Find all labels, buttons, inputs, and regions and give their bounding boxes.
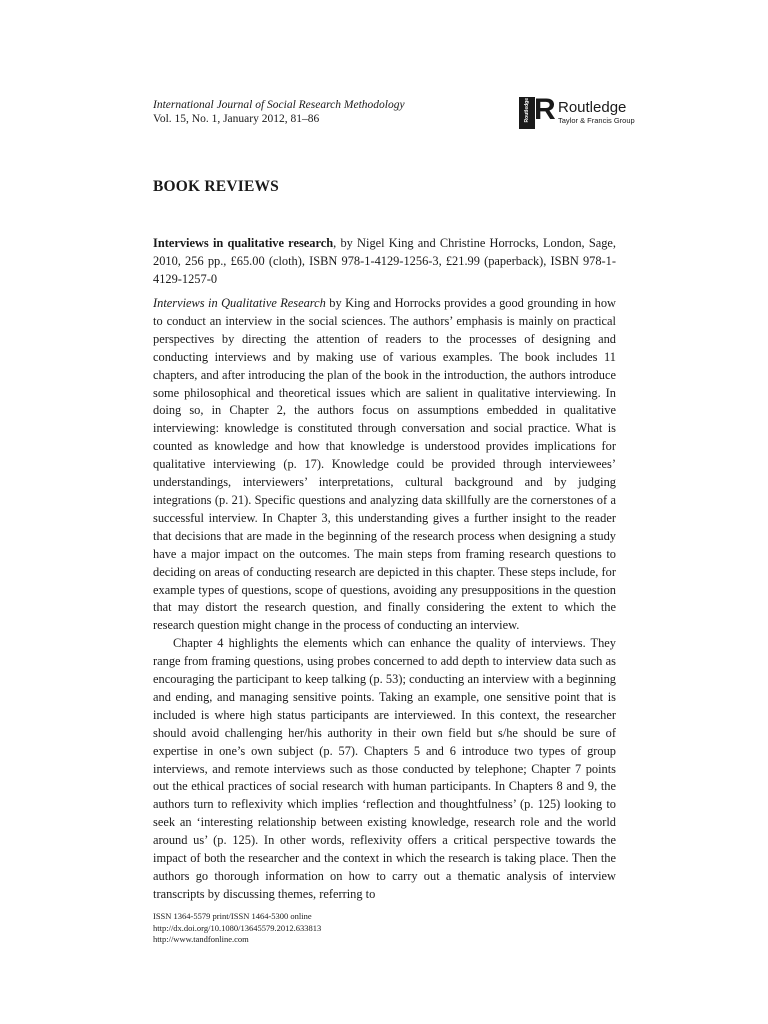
review-citation [153, 235, 616, 289]
logo-r-mark: R [534, 93, 556, 126]
citation-details: , by Nigel King and Christine Horrocks, London, Sage, 2010, 256 pp., £65.00 (cloth), ISBN 978-1-4129-1256-3, £21.99 (paperback), ISBN 978-1-4129-1257-0 [153, 236, 617, 286]
journal-header [153, 98, 483, 126]
paragraph-1 [153, 295, 616, 635]
page-footer [153, 911, 453, 946]
review-body [153, 295, 616, 904]
journal-volume: Vol. 15, No. 1, January 2012, 81–86 [153, 113, 320, 125]
footer-issn: ISSN 1364-5579 print/ISSN 1464-5300 online [153, 911, 312, 921]
logo-spine-text: Routledge [524, 98, 530, 123]
journal-name: International Journal of Social Research Methodology [153, 99, 405, 111]
footer-url[interactable]: http://www.tandfonline.com [153, 934, 249, 944]
paragraph-1-text: by King and Horrocks provides a good grounding in how to conduct an interview in the social sciences. The authors’ emphasis is mainly on practical perspectives by directing the attention of readers to the processes of designing and conducting interviews and by making use of various examples. The book includes 11 chapters, and after introducing the plan of the book in the introduction, the authors introduce some philosophical and theoretical issues which are salient in qualitative interviewing. In doing so, in Chapter 2, the authors focus on assumptions embedded in qualitative interviewing: knowledge is constituted through conversation and social practice. What is counted as knowledge and how that knowledge is understood provides implications for qualitative interviewing (p. 17). Knowledge could be provided through interviewees’ understandings, interviewers’ interpretations, cultural background and by judging integrations (p. 21). Specific questions and analyzing data skillfully are the cornerstones of a successful interview. In Chapter 3, this understanding gives a further insight to the reader that decisions that are made in the beginning of the research process when designing a study have a major impact on the outcomes. The main steps from framing research questions to deciding on areas of conducting research are depicted in this chapter. These steps include, for example types of questions, scope of questions, avoiding any presuppositions in the question that may distort the research question, and finally considering the extent to which the research question might change in the process of conducting an interview. [153, 296, 616, 633]
routledge-logo [519, 93, 635, 129]
book-title: Interviews in qualitative research [153, 236, 334, 250]
logo-spine-mark [519, 97, 535, 129]
section-title: BOOK REVIEWS [153, 178, 279, 195]
footer-doi[interactable]: http://dx.doi.org/10.1080/13645579.2012.633813 [153, 922, 322, 933]
paragraph-2: Chapter 4 highlights the elements which can enhance the quality of interviews. They range from framing questions, using probes concerned to add depth to interview data such as encouraging the participant to keep talking (p. 53); conducting an interview with a beginning and ending, and managing sensitive points. Taking an example, one sensitive point that is included is where high status participants are interviewed. In this context, the researcher should avoid challenging her/his authority in their own field but s/he should be sure of expertise in one’s own subject (p. 57). Chapters 5 and 6 introduce two types of group interviews, and remote interviews such as those conducted by telephone; Chapter 7 points out the ethical practices of social research with human participants. In Chapters 8 and 9, the authors turn to reflexivity which implies ‘reflection and thoughtfulness’ (p. 125) looking to seek an ‘interesting relationship between existing knowledge, research role and the world around us’ (p. 125). In other words, reflexivity offers a critical perspective towards the impact of both the researcher and the context in which the research is taking place. Then the authors go thorough information on how to carry out a thematic analysis of interview transcripts by discussing themes, referring to [153, 636, 616, 901]
publisher-group: Taylor & Francis Group [558, 116, 635, 125]
paragraph-1-book-title: Interviews in Qualitative Research [153, 296, 326, 310]
publisher-name: Routledge [558, 99, 627, 116]
